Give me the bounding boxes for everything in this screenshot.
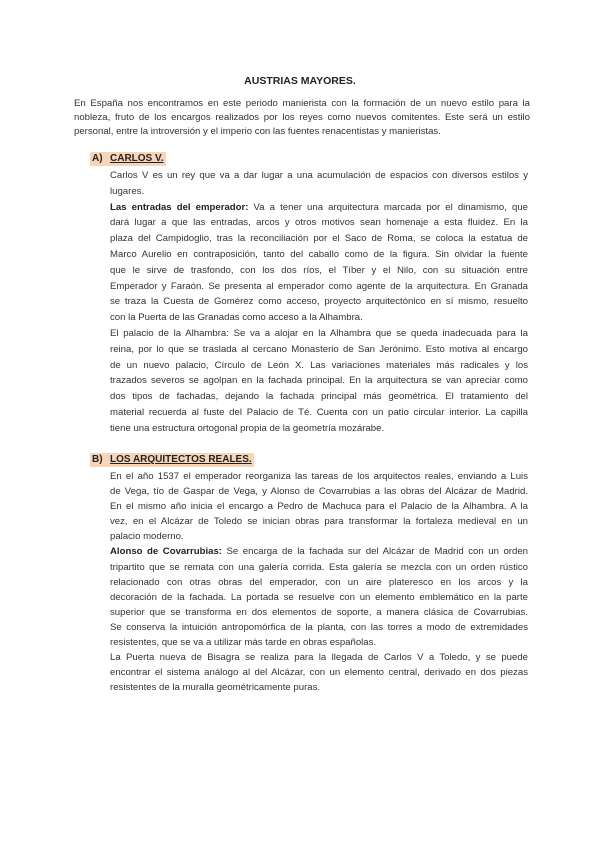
text-line: decoración de la fachada. La portada se resuelve con un elemento emblemático en la parte — [110, 591, 528, 603]
section-heading-b — [90, 453, 254, 467]
section-label: B) — [92, 454, 103, 465]
text-line: Marco Aurelio en contraposición, tanto del caballo como de la figura. Sin olvidar la fuente — [110, 248, 528, 260]
line-text: Va a tener una arquitectura marcada por el dinamismo, que — [248, 201, 528, 213]
text-line: tripartito que se remata con una galería corrida. Esta galería se mezcla con un orden rústico — [110, 561, 528, 573]
text-line: nobleza, fruto de los encargos realizados por los reyes como nuevos comitentes. Este será un estilo — [74, 111, 530, 123]
text-line: plaza del Campidoglio, tras la reconciliación por el Saco de Roma, se coloca la estatua de — [110, 233, 528, 245]
section-heading-a — [90, 152, 166, 166]
text-line: material recuerda al fuste del Palacio de Té. Cuenta con un patio circular interior. La capilla — [110, 406, 528, 418]
intro-paragraph — [74, 97, 530, 138]
text-line: Carlos V es un rey que va a dar lugar a una acumulación de espacios con diversos estilos y — [110, 170, 528, 181]
section-a-body — [110, 168, 528, 437]
text-line: tiene una estructura ortogonal propia de la geometría mozárabe. — [110, 422, 385, 434]
section-b-body — [110, 469, 528, 695]
text-line: superior que se transforma en dos elementos de soporte, a manera clásica de Covarrubias. — [110, 606, 528, 618]
text-line: relacionado con otras obras del emperador, con un aire plateresco en los arcos y la — [110, 576, 528, 588]
text-line: En el año 1537 el emperador reorganiza las tareas de los arquitectos reales, enviando a Luis — [110, 471, 528, 482]
text-line — [110, 200, 528, 216]
text-line: dos tipos de fachadas, dejando la fachada principal más geométrica. El tratamiento del — [110, 391, 528, 403]
text-line: lugares. — [110, 185, 145, 197]
document-title: AUSTRIAS MAYORES. — [244, 75, 356, 87]
text-line: de Vega, tío de Gaspar de Vega, y Alonso de Covarrubias a las obras del Alcázar de Madrid. — [110, 486, 528, 498]
text-line: trazados severos se agolpan en la fachada principal. En la arquitectura se van apreciar como — [110, 375, 528, 387]
text-line: resistentes de la muralla geométricamente puras. — [110, 682, 321, 694]
text-line: En España nos encontramos en este periodo manierista con la formación de un nuevo estilo para la — [74, 98, 530, 109]
section-title: LOS ARQUITECTOS REALES. — [110, 454, 252, 465]
text-line: encontrar el sistema análogo al del Alcázar, con un elemento central, derivado en dos piezas — [110, 667, 528, 679]
text-line: dará lugar a que las entradas, arcos y otros motivos sean homenaje a esta fluidez. En la — [110, 217, 528, 229]
text-line: vez, en el Alcázar de Toledo se inician obras para transformar la fortaleza medieval en un — [110, 516, 528, 528]
text-line: de un nuevo palacio, Círculo de León X. Las variaciones materiales más radicales y los — [110, 359, 528, 371]
text-line: En el mismo año inicia el encargo a Pedro de Machuca para el Palacio de la Alhambra. A la — [110, 501, 528, 513]
bold-lead-in: Alonso de Covarrubias: — [110, 546, 222, 558]
text-line: con la Puerta de las Granadas como acceso a la Alhambra. — [110, 312, 363, 324]
text-line — [110, 544, 528, 559]
text-line: se traza la Cuesta de Gomérez como acceso, proyecto arquitectónico en sí mismo, resuelto — [110, 296, 528, 308]
text-line: Se conserva la intuición antropomórfica de la planta, con las torres a modo de extremidades — [110, 621, 528, 633]
text-line: El palacio de la Alhambra: Se va a alojar en la Alhambra que se queda inadecuada para la — [110, 327, 528, 339]
text-line: Emperador y Faraón. Se presenta al emperador como agente de la arquitectura. En Granada — [110, 280, 528, 292]
text-line: palacio moderno. — [110, 531, 184, 543]
section-title: CARLOS V. — [110, 153, 164, 164]
text-line: personal, entre la introversión y el imperio con las fuentes renacentistas y manieristas. — [74, 125, 441, 137]
line-text: Se encarga de la fachada sur del Alcázar de Madrid con un orden — [221, 546, 528, 558]
bold-lead-in: Las entradas del emperador: — [110, 201, 249, 213]
section-label: A) — [92, 153, 103, 164]
text-line: que le sirve de trasfondo, con los dos ríos, el Tíber y el Nilo, con su situación entre — [110, 264, 528, 276]
text-line: La Puerta nueva de Bisagra se realiza para la llegada de Carlos V a Toledo, y se puede — [110, 652, 528, 664]
text-line: resistentes, que se va a utilizar más tarde en obras españolas. — [110, 637, 377, 649]
text-line: reina, por lo que se traslada al cercano Monasterio de San Jerónimo. Esto motiva al encargo — [110, 343, 528, 355]
